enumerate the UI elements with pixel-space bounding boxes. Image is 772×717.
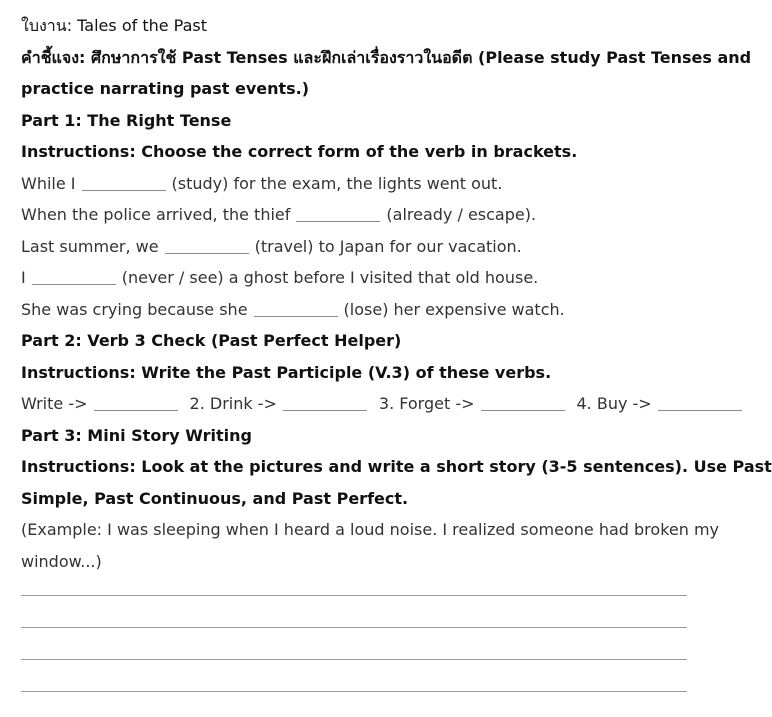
worksheet-instruction-line-1: คำชี้แจง: ศึกษาการใช้ Past Tenses และฝึกเล่าเรื่องราวในอดีต (Please study Past Tenses and [21,47,752,67]
part3-example-line-2: window...) [21,551,102,571]
part3-instructions-line-2: Simple, Past Continuous, and Past Perfect. [21,488,409,508]
part1-item-2-blank[interactable] [296,207,380,222]
worksheet-instruction-line-2: practice narrating past events.) [21,79,310,98]
part2-verb-4-label: 4. Buy -> [576,394,652,413]
part2-verb-2-blank[interactable] [283,396,367,411]
part2-verb-4-blank[interactable] [658,396,742,411]
part2-verb-1-blank[interactable] [94,396,178,411]
story-writing-line-2[interactable] [21,627,687,628]
part1-item-4 [21,262,687,294]
part1-item-4-after: (never / see) a ghost before I visited that old house. [121,268,539,287]
part2-heading: Part 2: Verb 3 Check (Past Perfect Helper) [21,331,402,350]
part1-item-5 [21,294,687,326]
part3-heading: Part 3: Mini Story Writing [21,425,252,445]
part1-item-5-before: She was crying because she [21,299,248,319]
part1-item-1-blank[interactable] [82,176,166,191]
part1-item-5-after: (lose) her expensive watch. [343,299,565,319]
part1-item-3-before: Last summer, we [21,236,159,256]
part2-verb-3-label: 3. Forget -> [378,394,475,413]
part2-verb-2-label: 2. Drink -> [189,394,277,413]
part1-instructions: Instructions: Choose the correct form of the verb in brackets. [21,142,578,161]
part1-item-4-before: I [21,268,26,287]
part2-verb-1-label: Write -> [21,394,88,413]
part2-instructions: Instructions: Write the Past Participle (V.3) of these verbs. [21,362,552,382]
part1-item-1 [21,168,687,200]
worksheet-title: ใบงาน: Tales of the Past [21,16,208,35]
story-writing-lines[interactable] [21,595,687,692]
part3-instructions-line-1: Instructions: Look at the pictures and write a short story (3-5 sentences). Use Past [21,457,772,476]
part1-item-3-blank[interactable] [165,239,249,254]
story-writing-line-1[interactable] [21,595,687,596]
part3-example-line-1: (Example: I was sleeping when I heard a loud noise. I realized someone had broken my [21,520,720,539]
part1-item-2-before: When the police arrived, the thief [21,205,291,224]
part1-item-2 [21,199,687,231]
story-writing-line-4[interactable] [21,691,687,692]
part1-item-1-after: (study) for the exam, the lights went out. [171,173,503,193]
story-writing-line-3[interactable] [21,659,687,660]
part2-verb-3-blank[interactable] [481,396,565,411]
part1-item-4-blank[interactable] [32,270,116,285]
part1-item-5-blank[interactable] [254,302,338,317]
part1-item-3 [21,231,687,263]
part1-item-1-before: While I [21,173,76,193]
part1-item-2-after: (already / escape). [386,205,537,224]
part2-verb-row [21,388,687,420]
part1-item-3-after: (travel) to Japan for our vacation. [254,236,522,256]
part1-heading: Part 1: The Right Tense [21,110,232,130]
